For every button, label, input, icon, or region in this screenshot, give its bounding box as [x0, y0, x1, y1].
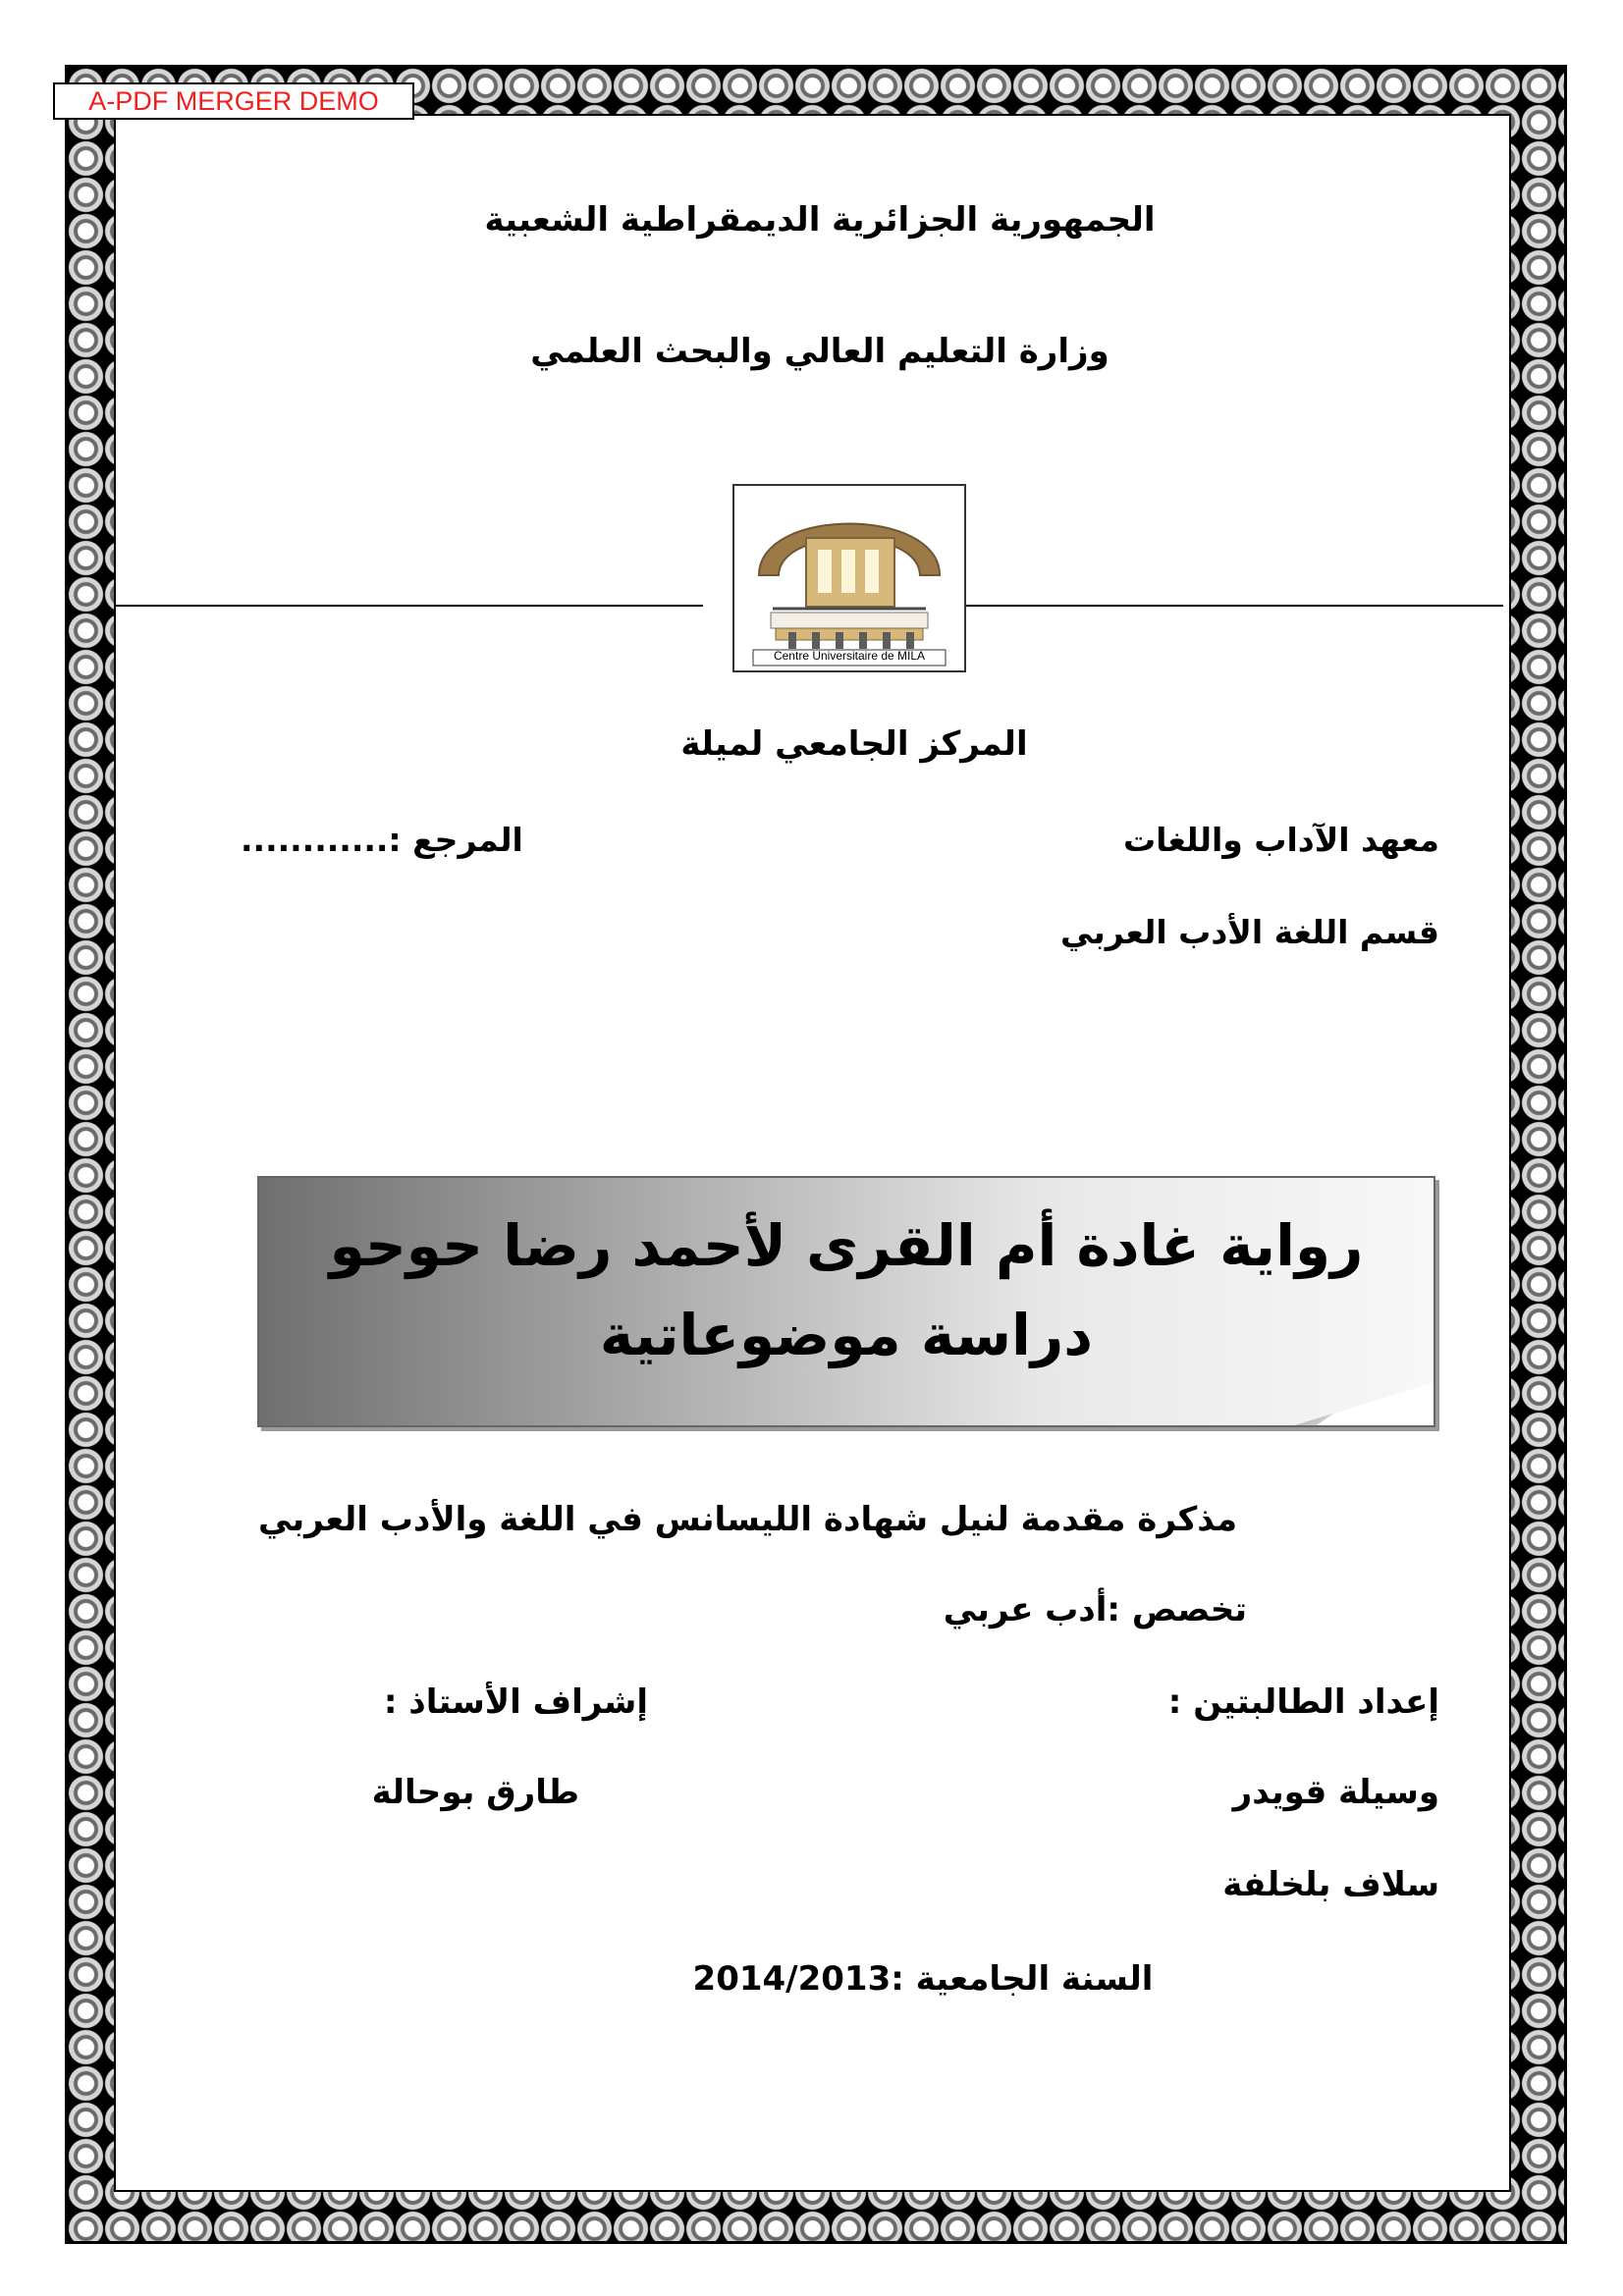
supervisor-label: إشراف الأستاذ : — [383, 1682, 648, 1722]
supervisor-name: طارق بوحالة — [371, 1773, 579, 1812]
students-label: إعداد الطالبتين : — [1167, 1682, 1439, 1722]
university-logo — [731, 483, 967, 673]
thesis-title-box — [257, 1176, 1435, 1427]
right-divider — [958, 605, 1503, 607]
republic-heading: الجمهورية الجزائرية الديمقراطية الشعبية — [484, 200, 1156, 240]
logo-caption: Centre Universitaire de MILA — [773, 649, 926, 663]
pdf-watermark: A-PDF MERGER DEMO — [53, 82, 414, 120]
thesis-title-line-1: رواية غادة أم القرى لأحمد رضا حوحو — [329, 1212, 1364, 1279]
student-name-2: سلاف بلخلفة — [1222, 1865, 1439, 1904]
university-center: المركز الجامعي لميلة — [680, 724, 1028, 764]
left-divider — [114, 605, 703, 607]
logo-graphic — [731, 483, 967, 673]
academic-year: السنة الجامعية :2014/2013 — [692, 1959, 1154, 1999]
thesis-title-line-2: دراسة موضوعاتية — [599, 1302, 1094, 1368]
specialization-label: تخصص :أدب عربي — [943, 1590, 1247, 1629]
institute-label: معهد الآداب واللغات — [1122, 821, 1439, 859]
department-label: قسم اللغة الأدب العربي — [1060, 913, 1439, 951]
student-name-1: وسيلة قويدر — [1232, 1773, 1439, 1812]
reference-label: المرجع :............ — [241, 821, 523, 859]
thesis-description: مذكرة مقدمة لنيل شهادة الليسانس في اللغة والأدب العربي — [257, 1500, 1237, 1539]
ministry-heading: وزارة التعليم العالي والبحث العلمي — [530, 332, 1109, 371]
